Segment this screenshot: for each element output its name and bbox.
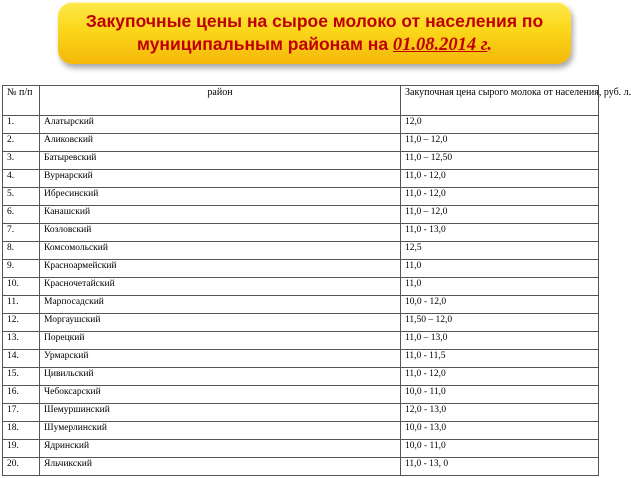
title-end: .	[487, 35, 493, 55]
row-district: Порецкий	[40, 332, 401, 350]
table-row	[3, 314, 599, 332]
row-price: 11,0 - 12,0	[401, 368, 599, 386]
row-district: Шемуршинский	[40, 404, 401, 422]
table-row	[3, 206, 599, 224]
table-row	[3, 386, 599, 404]
row-price: 11,0	[401, 278, 599, 296]
row-district: Батыревский	[40, 152, 401, 170]
row-number: 2.	[3, 134, 40, 152]
row-number: 19.	[3, 440, 40, 458]
row-price: 11,0 - 13, 0	[401, 458, 599, 476]
title-line-2-text: муниципальным районам на	[136, 34, 393, 54]
row-district: Комсомольский	[40, 242, 401, 260]
row-price: 10,0 - 12,0	[401, 296, 599, 314]
table-row	[3, 350, 599, 368]
title-banner	[58, 2, 571, 64]
row-price: 11,0 - 11,5	[401, 350, 599, 368]
table-row	[3, 440, 599, 458]
table-row	[3, 188, 599, 206]
table-row	[3, 170, 599, 188]
row-number: 17.	[3, 404, 40, 422]
table-row	[3, 404, 599, 422]
row-district: Шумерлинский	[40, 422, 401, 440]
table-row	[3, 368, 599, 386]
row-number: 10.	[3, 278, 40, 296]
title-line-2	[58, 34, 571, 56]
row-district: Чебоксарский	[40, 386, 401, 404]
row-price: 12,5	[401, 242, 599, 260]
row-district: Алатырский	[40, 116, 401, 134]
table-row	[3, 116, 599, 134]
row-price: 11,50 – 12,0	[401, 314, 599, 332]
row-price: 10,0 - 11,0	[401, 440, 599, 458]
row-number: 13.	[3, 332, 40, 350]
row-number: 12.	[3, 314, 40, 332]
row-number: 9.	[3, 260, 40, 278]
title-date: 01.08.2014 г	[392, 35, 488, 55]
row-price: 11,0 - 12,0	[401, 170, 599, 188]
row-district: Яльчикский	[40, 458, 401, 476]
row-price: 11,0 – 12,50	[401, 152, 599, 170]
row-price: 12,0	[401, 116, 599, 134]
table-header-row	[3, 86, 599, 116]
table-body	[3, 116, 599, 476]
table-row	[3, 134, 599, 152]
table-row	[3, 296, 599, 314]
row-price: 12,0 - 13,0	[401, 404, 599, 422]
table-row	[3, 458, 599, 476]
row-price: 11,0 - 12,0	[401, 188, 599, 206]
row-number: 20.	[3, 458, 40, 476]
row-district: Вурнарский	[40, 170, 401, 188]
row-price: 10,0 - 11,0	[401, 386, 599, 404]
row-number: 16.	[3, 386, 40, 404]
row-price: 11,0 - 13,0	[401, 224, 599, 242]
title-line-1: Закупочные цены на сырое молоко от населения по	[85, 11, 544, 31]
row-number: 7.	[3, 224, 40, 242]
row-price: 11,0 – 13,0	[401, 332, 599, 350]
table-row	[3, 224, 599, 242]
row-number: 4.	[3, 170, 40, 188]
table-row	[3, 278, 599, 296]
row-district: Канашский	[40, 206, 401, 224]
row-number: 11.	[3, 296, 40, 314]
row-district: Аликовский	[40, 134, 401, 152]
table-row	[3, 422, 599, 440]
row-price: 11,0 – 12,0	[401, 134, 599, 152]
row-number: 5.	[3, 188, 40, 206]
row-number: 8.	[3, 242, 40, 260]
row-price: 11,0	[401, 260, 599, 278]
row-district: Цивильский	[40, 368, 401, 386]
milk-price-table	[2, 85, 631, 476]
row-district: Марпосадский	[40, 296, 401, 314]
row-district: Ибресинский	[40, 188, 401, 206]
row-district: Ядринский	[40, 440, 401, 458]
row-district: Красночетайский	[40, 278, 401, 296]
table-row	[3, 332, 599, 350]
table-row	[3, 242, 599, 260]
row-number: 1.	[3, 116, 40, 134]
row-number: 14.	[3, 350, 40, 368]
header-number: № п/п	[3, 86, 40, 116]
row-price: 11,0 – 12,0	[401, 206, 599, 224]
row-district: Урмарский	[40, 350, 401, 368]
header-district: район	[40, 86, 401, 116]
header-price: Закупочная цена сырого молока от населения, руб. л.	[401, 86, 599, 116]
row-number: 18.	[3, 422, 40, 440]
row-number: 15.	[3, 368, 40, 386]
row-district: Козловский	[40, 224, 401, 242]
table-row	[3, 260, 599, 278]
row-district: Красноармейский	[40, 260, 401, 278]
row-price: 10,0 - 13,0	[401, 422, 599, 440]
table-row	[3, 152, 599, 170]
row-number: 6.	[3, 206, 40, 224]
row-number: 3.	[3, 152, 40, 170]
row-district: Моргаушский	[40, 314, 401, 332]
